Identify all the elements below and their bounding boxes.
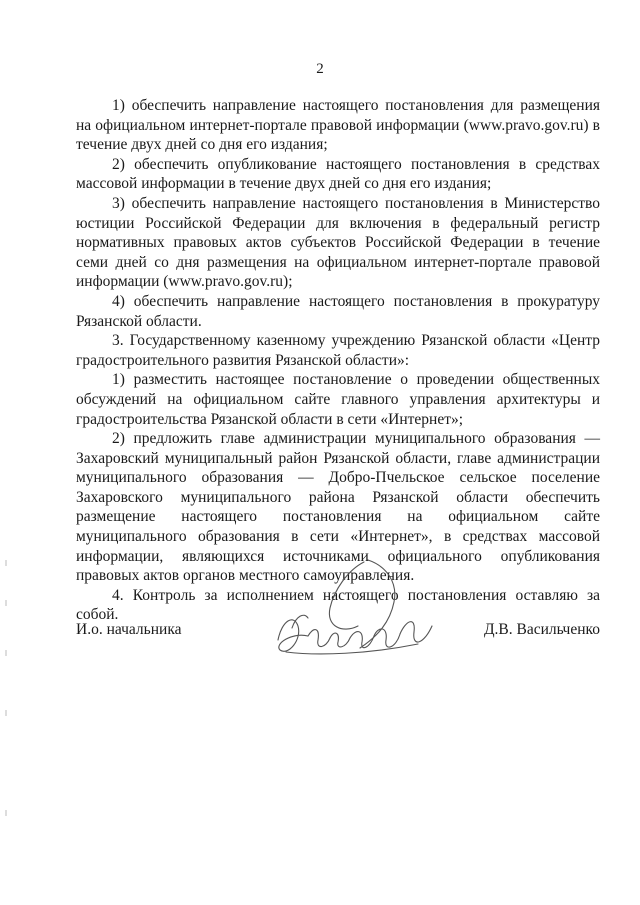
paragraph-7: 2) предложить главе администрации муниципального образования — Захаровский муниципальный район Рязанской области, главе администрации муниципального образования — Добро-Пчельское сельское поселение Захаровского муниципального района Рязанской области обеспечить размещение настоящего постановления на официальном сайте муниципального образования в сети «Интернет», в средствах массовой информации, являющихся источниками официального опубликования правовых актов органов местного самоуправления. xyxy=(76,430,600,585)
handwritten-signature xyxy=(268,556,440,668)
paragraph-2: 2) обеспечить опубликование настоящего постановления в средствах массовой информации в течение двух дней со дня его издания; xyxy=(76,155,600,193)
document-body xyxy=(76,96,600,625)
signatory-title: И.о. начальника xyxy=(76,621,182,638)
paragraph-8: 4. Контроль за исполнением настоящего постановления оставляю за собой. xyxy=(76,586,600,624)
paragraph-5: 3. Государственному казенному учреждению Рязанской области «Центр градостроительного развития Рязанской области»: xyxy=(76,332,600,369)
page-number: 2 xyxy=(316,61,324,77)
signatory-name: Д.В. Васильченко xyxy=(483,621,600,638)
scan-margin-marks xyxy=(4,560,8,820)
paragraph-6: 1) разместить настоящее постановление о проведении общественных обсуждений на официальном сайте главного управления архитектуры и градостроительства Рязанской области в сети «Интернет»; xyxy=(76,371,600,428)
paragraph-4: 4) обеспечить направление настоящего постановления в прокуратуру Рязанской области. xyxy=(76,292,600,330)
signature-block xyxy=(76,620,600,644)
paragraph-3: 3) обеспечить направление настоящего постановления в Министерство юстиции Российской Федерации для включения в федеральный регистр нормативных правовых актов субъектов Российской Федерации в течение семи дней со дня размещения на официальном интернет-портале правовой информации (www.pravo.gov.ru); xyxy=(76,194,600,291)
paragraph-1: 1) обеспечить направление настоящего постановления для размещения на официальном интернет-портале правовой информации (www.pravo.gov.ru) в течение двух дней со дня его издания; xyxy=(76,97,600,154)
